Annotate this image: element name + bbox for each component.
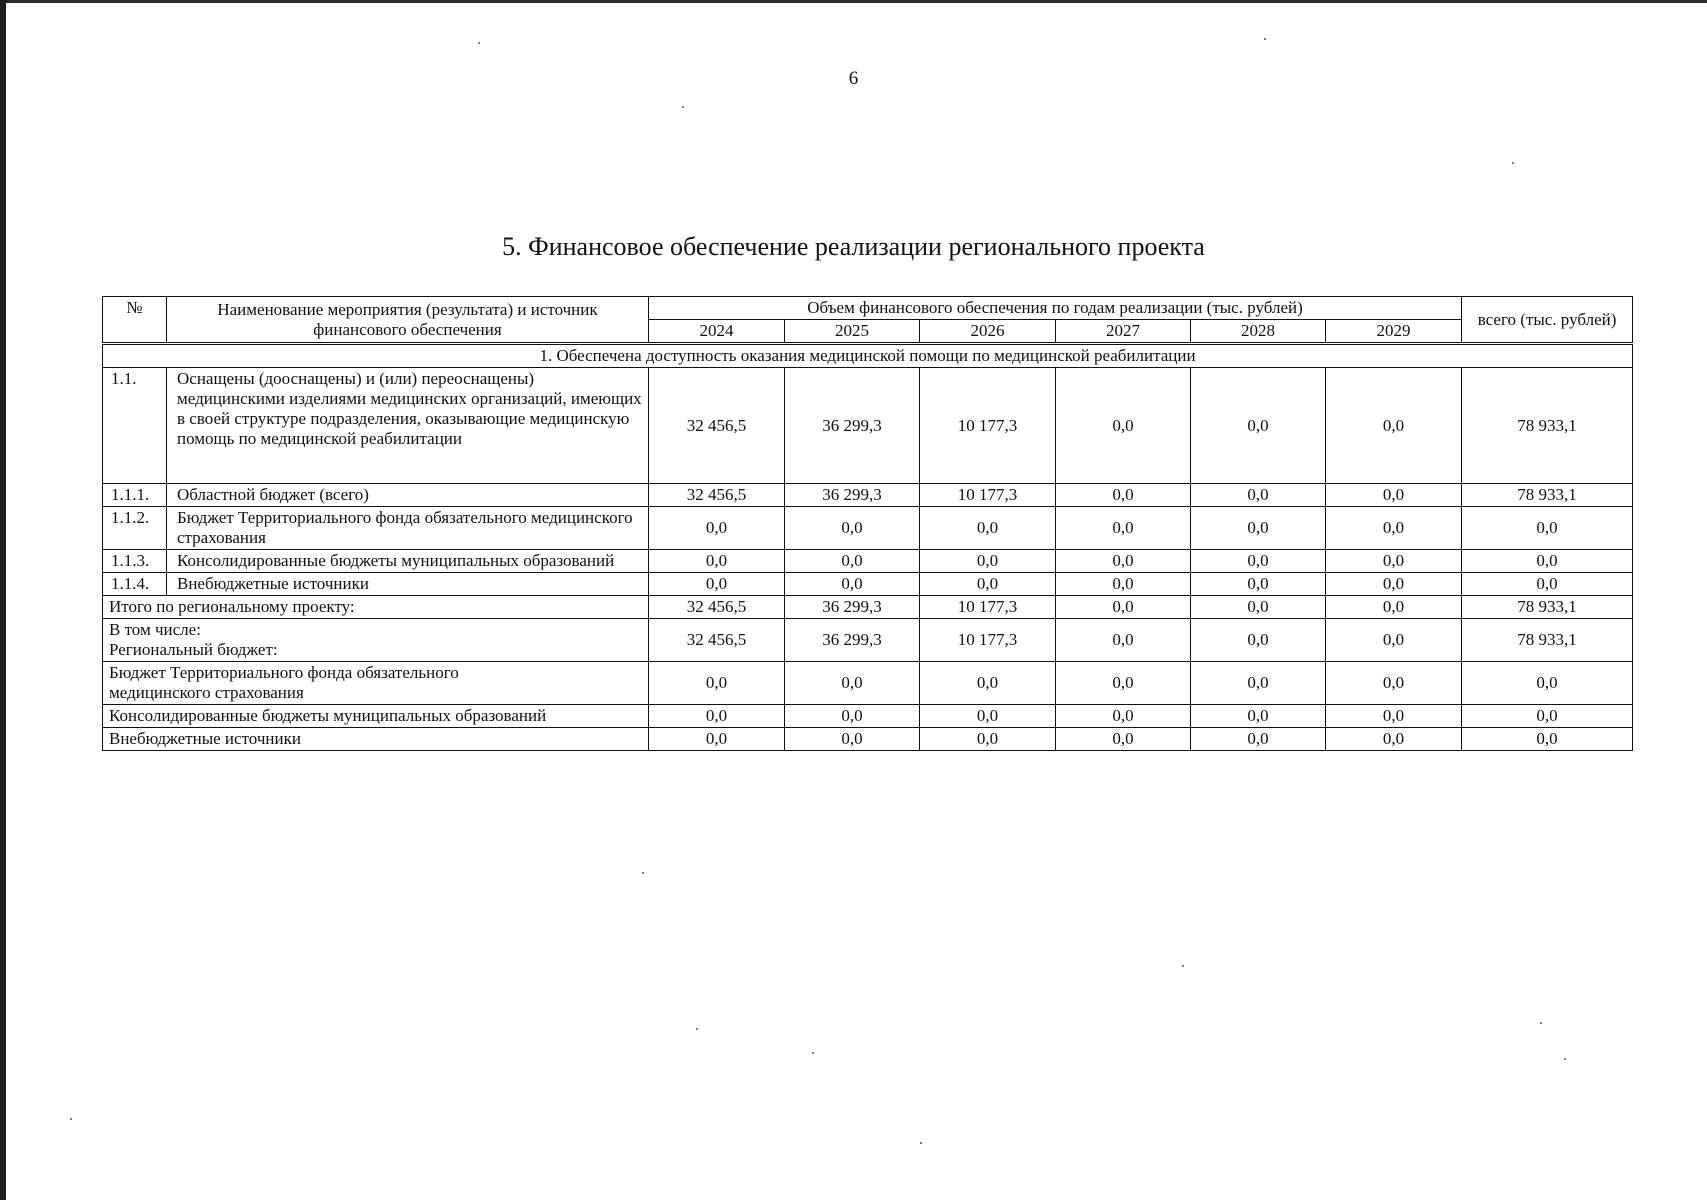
summary-total: 78 933,1 [1462, 596, 1633, 619]
table-row [103, 550, 1633, 573]
row-value: 0,0 [649, 573, 785, 596]
summary-value: 32 456,5 [649, 596, 785, 619]
summary-value: 0,0 [649, 705, 785, 728]
row-name: Бюджет Территориального фонда обязательного медицинского страхования [167, 507, 649, 550]
summary-value: 32 456,5 [649, 619, 785, 662]
summary-value: 0,0 [1326, 705, 1462, 728]
row-value: 0,0 [649, 507, 785, 550]
header-year: 2028 [1191, 320, 1326, 344]
header-year: 2027 [1056, 320, 1191, 344]
row-value: 0,0 [1326, 573, 1462, 596]
summary-label: Итого по региональному проекту: [103, 596, 649, 619]
row-value: 0,0 [785, 573, 920, 596]
section-row [103, 344, 1633, 368]
summary-label-line: В том числе: [109, 620, 201, 639]
summary-value: 0,0 [649, 728, 785, 751]
row-value: 0,0 [920, 507, 1056, 550]
header-row-1 [103, 297, 1633, 320]
scan-speck [642, 872, 644, 874]
summary-row [103, 728, 1633, 751]
row-name: Областной бюджет (всего) [167, 484, 649, 507]
row-value: 0,0 [920, 573, 1056, 596]
row-name: Внебюджетные источники [167, 573, 649, 596]
summary-label: Внебюджетные источники [103, 728, 649, 751]
row-value: 32 456,5 [649, 484, 785, 507]
header-year: 2025 [785, 320, 920, 344]
scan-speck [1564, 1058, 1566, 1060]
summary-value: 36 299,3 [785, 619, 920, 662]
summary-value: 0,0 [1326, 662, 1462, 705]
row-value: 10 177,3 [920, 484, 1056, 507]
summary-label-line: Региональный бюджет: [109, 640, 278, 659]
summary-label: Бюджет Территориального фонда обязательного медицинского страхования [103, 662, 649, 705]
summary-row [103, 596, 1633, 619]
scan-speck [920, 1142, 922, 1144]
summary-value: 36 299,3 [785, 596, 920, 619]
table-row [103, 507, 1633, 550]
row-number: 1.1.3. [103, 550, 167, 573]
summary-value: 0,0 [1326, 728, 1462, 751]
row-value: 0,0 [1056, 507, 1191, 550]
row-value: 10 177,3 [920, 368, 1056, 484]
row-value: 0,0 [1191, 573, 1326, 596]
summary-row [103, 662, 1633, 705]
row-value: 0,0 [1326, 368, 1462, 484]
row-value: 0,0 [785, 507, 920, 550]
row-number: 1.1.2. [103, 507, 167, 550]
row-value: 0,0 [1056, 550, 1191, 573]
summary-value: 0,0 [1191, 619, 1326, 662]
scan-speck [478, 42, 480, 44]
row-value: 0,0 [1326, 550, 1462, 573]
table-row [103, 573, 1633, 596]
header-year: 2029 [1326, 320, 1462, 344]
row-value: 36 299,3 [785, 368, 920, 484]
row-name: Консолидированные бюджеты муниципальных образований [167, 550, 649, 573]
scan-edge-left [0, 0, 6, 1200]
row-total: 0,0 [1462, 573, 1633, 596]
summary-total: 0,0 [1462, 728, 1633, 751]
summary-value: 10 177,3 [920, 596, 1056, 619]
header-year: 2024 [649, 320, 785, 344]
row-value: 36 299,3 [785, 484, 920, 507]
row-value: 0,0 [649, 550, 785, 573]
row-total: 78 933,1 [1462, 368, 1633, 484]
header-total: всего (тыс. рублей) [1462, 297, 1633, 344]
summary-value: 0,0 [1056, 662, 1191, 705]
page-title: 5. Финансовое обеспечение реализации регионального проекта [502, 232, 1205, 261]
scan-speck [70, 1118, 72, 1120]
row-value: 0,0 [1326, 484, 1462, 507]
row-value: 0,0 [920, 550, 1056, 573]
summary-value: 0,0 [1056, 728, 1191, 751]
row-value: 32 456,5 [649, 368, 785, 484]
scan-speck [1540, 1022, 1542, 1024]
scan-speck [696, 1028, 698, 1030]
row-number: 1.1.1. [103, 484, 167, 507]
row-total: 0,0 [1462, 507, 1633, 550]
summary-value: 0,0 [1326, 596, 1462, 619]
summary-value: 0,0 [1326, 619, 1462, 662]
row-number: 1.1.4. [103, 573, 167, 596]
row-value: 0,0 [1191, 368, 1326, 484]
row-value: 0,0 [785, 550, 920, 573]
row-value: 0,0 [1056, 368, 1191, 484]
summary-value: 0,0 [1191, 705, 1326, 728]
summary-value: 10 177,3 [920, 619, 1056, 662]
summary-row [103, 705, 1633, 728]
summary-value: 0,0 [1191, 662, 1326, 705]
summary-value: 0,0 [1056, 619, 1191, 662]
table-row [103, 484, 1633, 507]
summary-value: 0,0 [920, 705, 1056, 728]
summary-label [103, 619, 649, 662]
summary-value: 0,0 [1191, 728, 1326, 751]
row-value: 0,0 [1056, 484, 1191, 507]
row-value: 0,0 [1191, 507, 1326, 550]
row-value: 0,0 [1326, 507, 1462, 550]
header-year: 2026 [920, 320, 1056, 344]
row-total: 0,0 [1462, 550, 1633, 573]
table-row [103, 368, 1633, 484]
summary-value: 0,0 [1056, 705, 1191, 728]
row-value: 0,0 [1191, 484, 1326, 507]
summary-row [103, 619, 1633, 662]
scan-speck [1182, 965, 1184, 967]
scan-speck [1512, 162, 1514, 164]
summary-total: 0,0 [1462, 662, 1633, 705]
summary-value: 0,0 [1191, 596, 1326, 619]
summary-label: Консолидированные бюджеты муниципальных образований [103, 705, 649, 728]
header-volume: Объем финансового обеспечения по годам реализации (тыс. рублей) [649, 297, 1462, 320]
summary-total: 78 933,1 [1462, 619, 1633, 662]
summary-value: 0,0 [920, 662, 1056, 705]
summary-value: 0,0 [920, 728, 1056, 751]
row-name: Оснащены (дооснащены) и (или) переоснащены) медицинскими изделиями медицинских организаций, имеющих в своей структуре подразделения, оказывающие медицинскую помощь по медицинской реабилитации [167, 368, 649, 484]
scan-speck [1264, 38, 1266, 40]
scan-edge-top [0, 0, 1707, 3]
summary-total: 0,0 [1462, 705, 1633, 728]
summary-value: 0,0 [649, 662, 785, 705]
row-total: 78 933,1 [1462, 484, 1633, 507]
financing-table [102, 296, 1633, 751]
row-value: 0,0 [1056, 573, 1191, 596]
row-number: 1.1. [103, 368, 167, 484]
summary-value: 0,0 [785, 728, 920, 751]
scan-speck [812, 1052, 814, 1054]
summary-value: 0,0 [785, 705, 920, 728]
row-value: 0,0 [1191, 550, 1326, 573]
scan-speck [682, 106, 684, 108]
summary-value: 0,0 [785, 662, 920, 705]
section-title-cell: 1. Обеспечена доступность оказания медицинской помощи по медицинской реабилитации [103, 344, 1633, 368]
page-number: 6 [848, 68, 859, 89]
header-no: № [103, 297, 167, 344]
header-name: Наименование мероприятия (результата) и источник финансового обеспечения [167, 297, 649, 344]
summary-value: 0,0 [1056, 596, 1191, 619]
